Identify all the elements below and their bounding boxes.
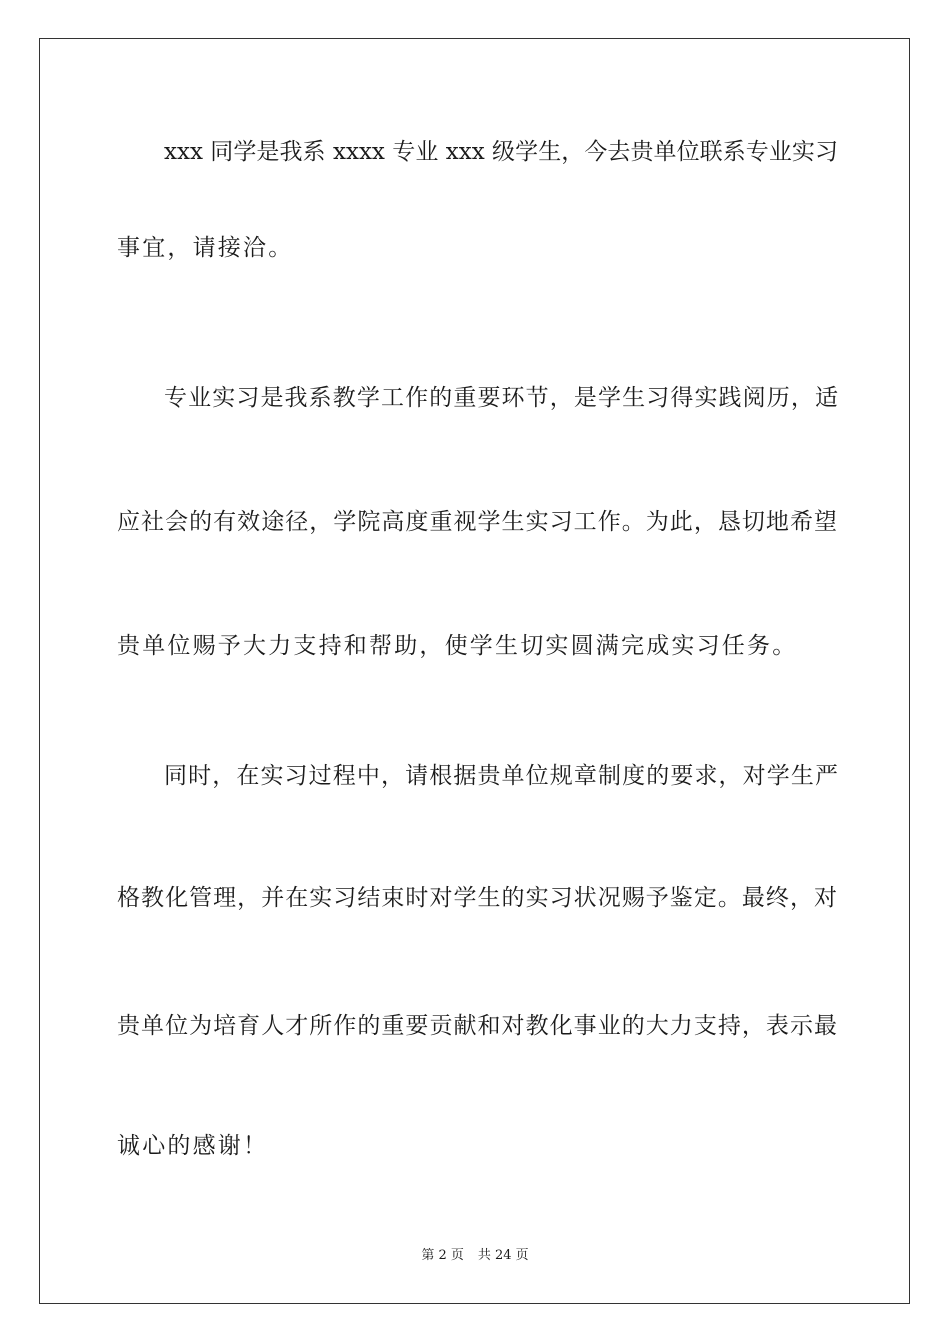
paragraph-3-line-3: 贵单位为培育人才所作的重要贡献和对教化事业的大力支持，表示最 xyxy=(117,1013,837,1039)
paragraph-2-line-3: 贵单位赐予大力支持和帮助，使学生切实圆满完成实习任务。 xyxy=(117,633,798,659)
paragraph-2-line-2: 应社会的有效途径，学院高度重视学生实习工作。为此，恳切地希望 xyxy=(117,509,837,535)
paragraph-2-line-1: 专业实习是我系教学工作的重要环节，是学生习得实践阅历，适 xyxy=(164,385,838,411)
page-frame xyxy=(39,38,910,1304)
paragraph-3-line-2: 格教化管理，并在实习结束时对学生的实习状况赐予鉴定。最终，对 xyxy=(117,885,837,911)
paragraph-3-line-1: 同时，在实习过程中，请根据贵单位规章制度的要求，对学生严 xyxy=(164,763,838,789)
page-footer xyxy=(0,1246,950,1266)
page-number: 第 2 页 xyxy=(421,1248,464,1263)
page-total: 共 24 页 xyxy=(477,1248,529,1263)
paragraph-3-line-4: 诚心的感谢！ xyxy=(117,1133,269,1159)
paragraph-1-line-2: 事宜，请接洽。 xyxy=(117,235,294,261)
paragraph-1-line-1: xxx 同学是我系 xxxx 专业 xxx 级学生，今去贵单位联系专业实习 xyxy=(164,139,838,165)
